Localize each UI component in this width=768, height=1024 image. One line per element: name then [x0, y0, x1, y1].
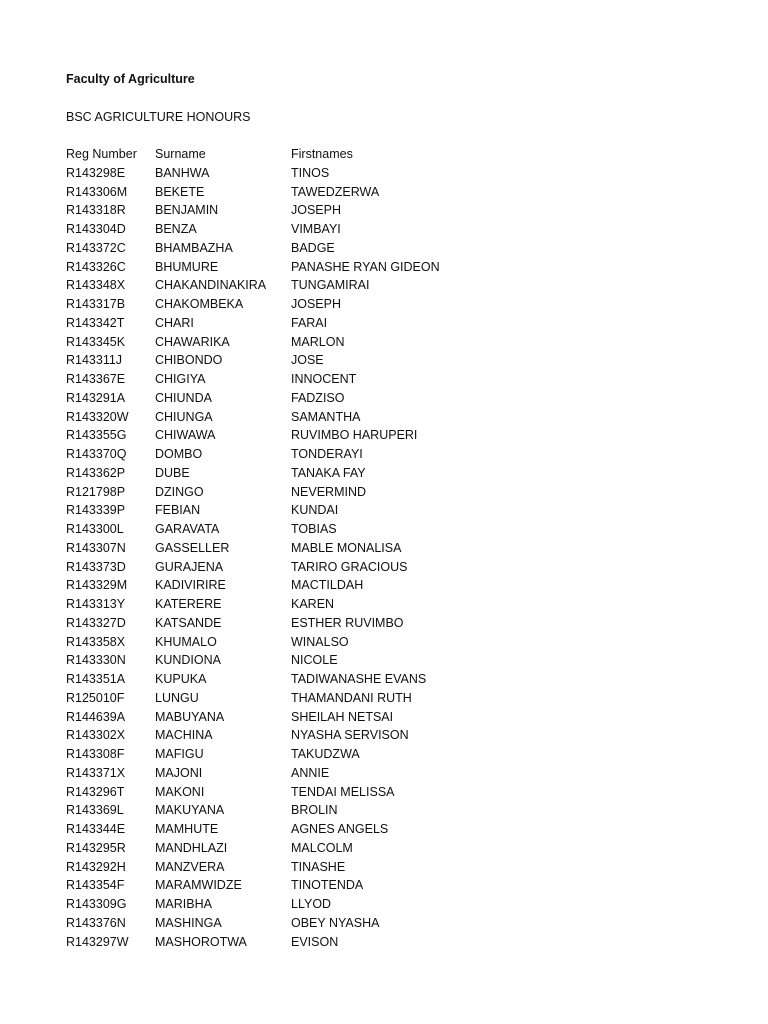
table-row [66, 801, 706, 820]
firstnames-cell: FADZISO [291, 390, 345, 405]
table-row [66, 483, 706, 502]
reg-number-cell: R143296T [66, 784, 125, 799]
reg-number-cell: R144639A [66, 709, 126, 724]
surname-cell: KHUMALO [155, 634, 217, 649]
reg-number-cell: R143330N [66, 653, 126, 668]
surname-cell: LUNGU [155, 690, 199, 705]
firstnames-cell: TANAKA FAY [291, 465, 366, 480]
table-row [66, 295, 706, 314]
surname-cell: MAKONI [155, 784, 205, 799]
firstnames-cell: MALCOLM [291, 840, 353, 855]
table-row [66, 689, 706, 708]
reg-number-cell: R143370Q [66, 447, 127, 461]
surname-cell: BENZA [155, 222, 197, 236]
reg-number-cell: R143291A [66, 390, 126, 405]
table-row [66, 933, 706, 952]
student-table [66, 145, 706, 951]
firstnames-cell: INNOCENT [291, 372, 357, 386]
reg-number-cell: R143318R [66, 203, 126, 218]
reg-number-cell: R143297W [66, 934, 129, 949]
surname-cell: MACHINA [155, 728, 213, 743]
reg-number-cell: R143302X [66, 728, 126, 743]
reg-number-cell: R143327D [66, 615, 126, 630]
reg-number-cell: R143307N [66, 540, 126, 555]
firstnames-cell: VIMBAYI [291, 222, 341, 236]
firstnames-cell: TADIWANASHE EVANS [291, 672, 427, 686]
firstnames-cell: TOBIAS [291, 522, 337, 536]
surname-cell: MAMHUTE [155, 822, 219, 836]
surname-cell: KATSANDE [155, 615, 222, 630]
reg-number-cell: R143300L [66, 522, 124, 536]
header-firstnames: Firstnames [291, 147, 353, 161]
table-row [66, 670, 706, 689]
table-row [66, 183, 706, 202]
surname-cell: CHIWAWA [155, 428, 216, 443]
table-header-row [66, 145, 706, 164]
table-row [66, 858, 706, 877]
table-row [66, 745, 706, 764]
table-row [66, 220, 706, 239]
reg-number-cell: R143339P [66, 503, 126, 518]
table-row [66, 895, 706, 914]
table-row [66, 764, 706, 783]
surname-cell: MARIBHA [155, 897, 212, 911]
reg-number-cell: R143308F [66, 747, 125, 761]
reg-number-cell: R143355G [66, 428, 127, 443]
surname-cell: CHIGIYA [155, 372, 206, 386]
table-row [66, 726, 706, 745]
surname-cell: MASHOROTWA [155, 934, 247, 949]
table-row [66, 201, 706, 220]
table-row [66, 708, 706, 727]
firstnames-cell: JOSEPH [291, 203, 342, 218]
surname-cell: CHARI [155, 315, 194, 330]
reg-number-cell: R143326C [66, 259, 126, 274]
surname-cell: MAFIGU [155, 747, 204, 761]
reg-number-cell: R143329M [66, 578, 128, 593]
firstnames-cell: NEVERMIND [291, 484, 367, 499]
surname-cell: DZINGO [155, 484, 204, 499]
reg-number-cell: R143306M [66, 184, 128, 199]
surname-cell: MAJONI [155, 765, 203, 780]
firstnames-cell: NICOLE [291, 653, 338, 668]
table-row [66, 370, 706, 389]
table-row [66, 876, 706, 895]
table-row [66, 351, 706, 370]
table-row [66, 520, 706, 539]
program-heading: BSC AGRICULTURE HONOURS [66, 110, 251, 124]
surname-cell: KUPUKA [155, 672, 207, 686]
reg-number-cell: R143295R [66, 840, 126, 855]
table-row [66, 239, 706, 258]
reg-number-cell: R143298E [66, 165, 126, 180]
firstnames-cell: SAMANTHA [291, 409, 361, 424]
reg-number-cell: R125010F [66, 690, 125, 705]
surname-cell: BHAMBAZHA [155, 240, 233, 255]
table-row [66, 651, 706, 670]
firstnames-cell: ESTHER RUVIMBO [291, 615, 404, 630]
reg-number-cell: R143367E [66, 372, 126, 386]
surname-cell: DOMBO [155, 447, 203, 461]
surname-cell: BENJAMIN [155, 203, 219, 218]
firstnames-cell: KUNDAI [291, 503, 339, 518]
firstnames-cell: SHEILAH NETSAI [291, 709, 394, 724]
surname-cell: FEBIAN [155, 503, 201, 518]
firstnames-cell: THAMANDANI RUTH [291, 690, 412, 705]
firstnames-cell: MACTILDAH [291, 578, 364, 593]
reg-number-cell: R143358X [66, 634, 126, 649]
table-row [66, 389, 706, 408]
reg-number-cell: R143304D [66, 222, 126, 236]
reg-number-cell: R143362P [66, 465, 126, 480]
surname-cell: MABUYANA [155, 709, 225, 724]
firstnames-cell: TAKUDZWA [291, 747, 360, 761]
table-body [66, 164, 706, 952]
table-row [66, 614, 706, 633]
table-row [66, 408, 706, 427]
firstnames-cell: LLYOD [291, 897, 332, 911]
reg-number-cell: R143320W [66, 409, 129, 424]
table-row [66, 314, 706, 333]
firstnames-cell: ANNIE [291, 765, 330, 780]
reg-number-cell: R143369L [66, 803, 124, 818]
reg-number-cell: R143373D [66, 559, 126, 574]
header-reg-number: Reg Number [66, 147, 137, 161]
surname-cell: MANDHLAZI [155, 840, 228, 855]
table-row [66, 464, 706, 483]
table-row [66, 839, 706, 858]
table-row [66, 426, 706, 445]
header-surname: Surname [155, 147, 206, 161]
firstnames-cell: AGNES ANGELS [291, 822, 389, 836]
firstnames-cell: TUNGAMIRAI [291, 278, 370, 293]
firstnames-cell: TAWEDZERWA [291, 184, 380, 199]
table-row [66, 783, 706, 802]
reg-number-cell: R143354F [66, 878, 125, 893]
reg-number-cell: R143345K [66, 334, 126, 349]
firstnames-cell: OBEY NYASHA [291, 915, 380, 930]
surname-cell: GASSELLER [155, 540, 230, 555]
reg-number-cell: R143348X [66, 278, 126, 293]
faculty-heading: Faculty of Agriculture [66, 72, 195, 86]
reg-number-cell: R143371X [66, 765, 126, 780]
surname-cell: MASHINGA [155, 915, 222, 930]
firstnames-cell: MARLON [291, 334, 345, 349]
firstnames-cell: JOSE [291, 353, 324, 368]
reg-number-cell: R143311J [66, 353, 123, 368]
firstnames-cell: BADGE [291, 240, 335, 255]
firstnames-cell: MABLE MONALISA [291, 540, 402, 555]
firstnames-cell: TINASHE [291, 859, 346, 874]
firstnames-cell: NYASHA SERVISON [291, 728, 409, 743]
table-row [66, 595, 706, 614]
document-page [66, 70, 706, 951]
firstnames-cell: FARAI [291, 315, 328, 330]
surname-cell: MARAMWIDZE [155, 878, 242, 893]
table-row [66, 558, 706, 577]
table-row [66, 258, 706, 277]
surname-cell: DUBE [155, 465, 190, 480]
reg-number-cell: R143342T [66, 315, 125, 330]
surname-cell: GARAVATA [155, 522, 220, 536]
reg-number-cell: R143351A [66, 672, 126, 686]
firstnames-cell: JOSEPH [291, 297, 342, 311]
firstnames-cell: BROLIN [291, 803, 338, 818]
firstnames-cell: KAREN [291, 597, 335, 611]
table-row [66, 276, 706, 295]
reg-number-cell: R143372C [66, 240, 126, 255]
firstnames-cell: EVISON [291, 934, 339, 949]
surname-cell: KUNDIONA [155, 653, 221, 668]
reg-number-cell: R143317B [66, 297, 126, 311]
reg-number-cell: R143344E [66, 822, 126, 836]
firstnames-cell: RUVIMBO HARUPERI [291, 428, 418, 443]
firstnames-cell: TONDERAYI [291, 447, 363, 461]
surname-cell: BEKETE [155, 184, 205, 199]
surname-cell: CHIBONDO [155, 353, 223, 368]
table-row [66, 164, 706, 183]
surname-cell: CHAWARIKA [155, 334, 230, 349]
surname-cell: GURAJENA [155, 559, 224, 574]
surname-cell: MAKUYANA [155, 803, 225, 818]
firstnames-cell: PANASHE RYAN GIDEON [291, 259, 440, 274]
firstnames-cell: TINOTENDA [291, 878, 364, 893]
table-row [66, 820, 706, 839]
table-row [66, 333, 706, 352]
table-row [66, 501, 706, 520]
table-row [66, 633, 706, 652]
reg-number-cell: R143313Y [66, 597, 126, 611]
firstnames-cell: TENDAI MELISSA [291, 784, 395, 799]
surname-cell: KATERERE [155, 597, 222, 611]
surname-cell: CHAKANDINAKIRA [155, 278, 267, 293]
firstnames-cell: WINALSO [291, 634, 349, 649]
reg-number-cell: R121798P [66, 484, 126, 499]
reg-number-cell: R143376N [66, 915, 126, 930]
surname-cell: BHUMURE [155, 259, 219, 274]
table-row [66, 576, 706, 595]
table-row [66, 445, 706, 464]
reg-number-cell: R143292H [66, 859, 126, 874]
surname-cell: KADIVIRIRE [155, 578, 226, 593]
surname-cell: BANHWA [155, 165, 210, 180]
surname-cell: CHIUNGA [155, 409, 213, 424]
firstnames-cell: TINOS [291, 165, 330, 180]
table-row [66, 914, 706, 933]
table-row [66, 539, 706, 558]
surname-cell: MANZVERA [155, 859, 225, 874]
firstnames-cell: TARIRO GRACIOUS [291, 559, 408, 574]
surname-cell: CHAKOMBEKA [155, 297, 244, 311]
reg-number-cell: R143309G [66, 897, 127, 911]
surname-cell: CHIUNDA [155, 390, 212, 405]
